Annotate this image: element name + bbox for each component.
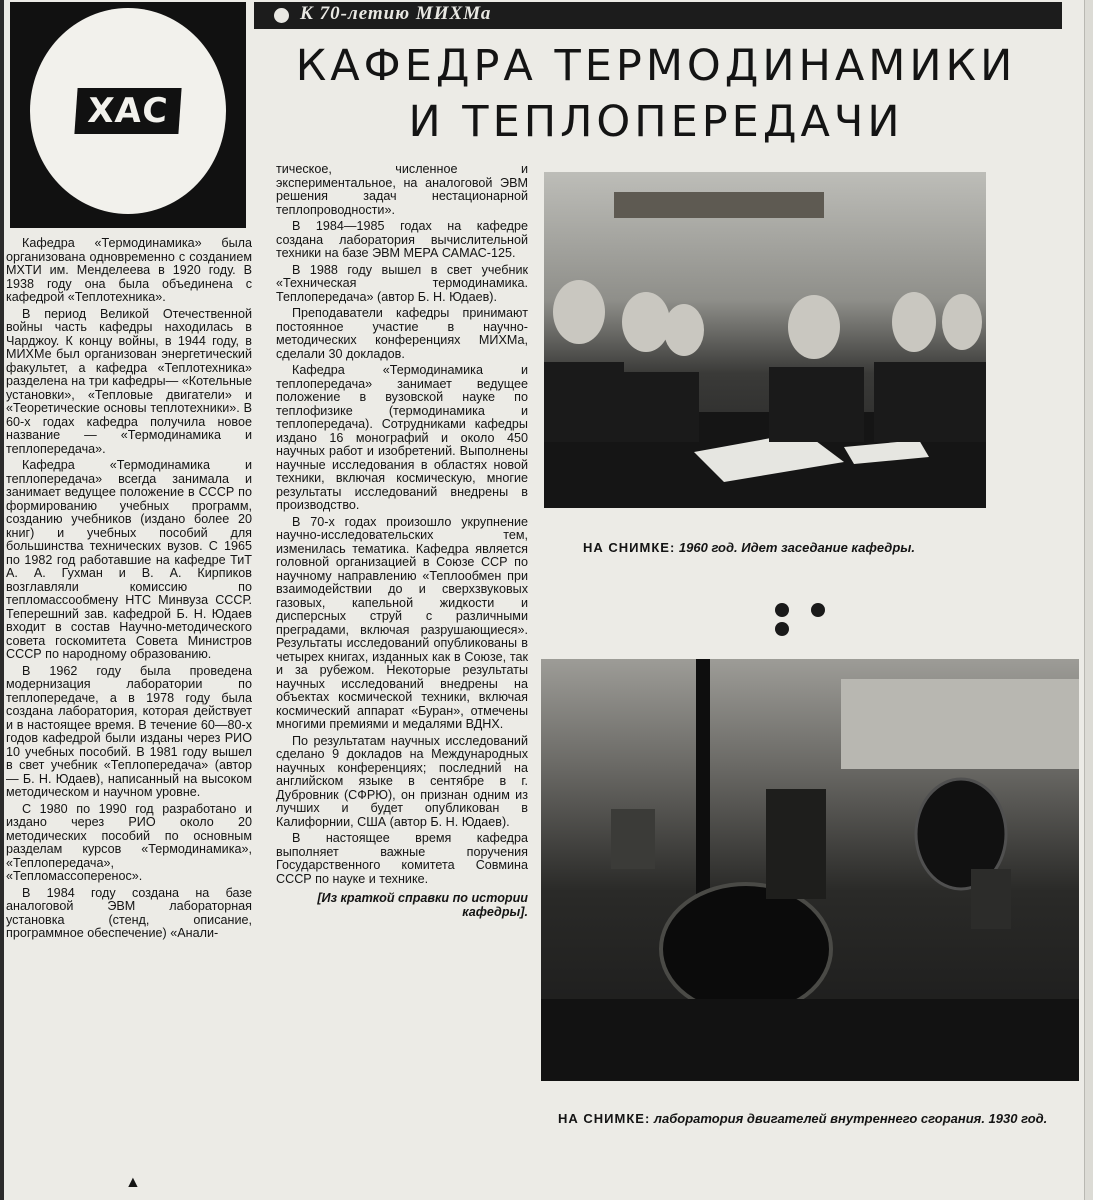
dot-icon [811, 603, 825, 617]
photo-floor [541, 999, 1079, 1081]
paragraph: В 70-х годах произошло укрупнение научно-исследовательских тем, изменилась тематика. Кафедра является головной организацией в Союзе ССР по научному направлению «Теплообмен при взаимодействии до и сверхзвуковых газовых, капельной жидкости и дисперсных струй с различными преградами, включая разрушающиеся». Результаты исследований опубликованы в четырех книгах, изданных как в Союзе, так и за рубежом. Некоторые результаты научных исследований внедрены на объектах космической техники, включая космический аппарат «Буран», отмечены многими премиями и медалями ВДНХ. [276, 514, 528, 731]
photo-caption-1 [583, 540, 1053, 555]
paragraph: С 1980 по 1990 год разработано и издано через РИО около 20 методических пособий по основным разделам курсов «Термодинамика», «Теплопередача», «Тепломассоперенос». [6, 801, 252, 883]
left-edge [0, 0, 4, 1200]
photo-laboratory-illustration [541, 659, 1079, 1081]
caption-text: лаборатория двигателей внутреннего сгорания. 1930 год. [653, 1111, 1048, 1126]
dot-icon [775, 603, 789, 617]
paragraph: По результатам научных исследований сделано 9 докладов на Международных научных конференциях; последний на английском языке в сентябре в г. Дубровник (СФРЮ), он признан одним из лучших и будет опубликован в Калифорнии, США (автор Б. Н. Юдаев). [276, 733, 528, 829]
rubric-bar [254, 2, 1062, 29]
headline-line-2: И ТЕПЛОПЕРЕДАЧИ [408, 97, 904, 147]
paragraph: тическое, численное и экспериментальное, на аналоговой ЭВМ решения задач нестационарной теплопроводности». [276, 162, 528, 217]
logo-circle [30, 8, 226, 214]
rubric-bullet-icon [274, 8, 289, 23]
paragraph: Кафедра «Термодинамика и теплопередача» занимает ведущее положение в вузовской науке по теплофизике (термодинамика и теплопередача). Сотрудниками кафедры издано 16 монографий и около 450 научных работ и изобретений. Выполнены научные исследования в областях новой техники, включая космическую, многие результаты исследований внедрены в производство. [276, 363, 528, 512]
paragraph: Кафедра «Термодинамика и теплопередача» всегда занимала и занимает ведущее положение в СССР по формированию учебных программ, созданию учебников (издано более 20 книг) и учебных пособий для большинства технических вузов. С 1965 по 1982 год работавшие на кафедре ТиТ А. А. Гухман и В. А. Кирпиков возглавляли комиссию по тепломассообмену НТС Минвуза СССР. Теперешний зав. кафедрой Б. Н. Юдаев входит в состав Научно-методического совета госкомитета Совета Министров СССР по народному образованию. [6, 458, 252, 661]
photo-meeting-illustration [544, 172, 986, 508]
caption-text: 1960 год. Идет заседание кафедры. [678, 540, 915, 555]
photo-stand [971, 869, 1011, 929]
photo-caption-2 [558, 1110, 1078, 1127]
logo [10, 2, 246, 228]
article-column-1 [6, 237, 252, 944]
paragraph: Преподаватели кафедры принимают постоянное участие в научно-методических конференциях МИХМа, сделали 30 докладов. [276, 306, 528, 361]
article-column-2 [276, 163, 528, 922]
paragraph: В 1984 году создана на базе аналоговой ЭВМ лабораторная установка (стенд, описание, программное обеспечение) «Анали- [6, 885, 252, 940]
photo-faces [553, 280, 982, 359]
section-separator-dots [775, 603, 865, 619]
photo-heater-pipe [614, 192, 824, 218]
caption-lead: НА СНИМКЕ: [558, 1111, 651, 1126]
headline [256, 38, 1056, 150]
photo-panel [611, 809, 655, 869]
logo-text: ХАС [86, 91, 170, 131]
dot-icon [775, 622, 789, 636]
photo-flywheel [661, 884, 831, 1014]
paragraph: В 1988 году вышел в свет учебник «Техническая термодинамика. Теплопередача» (автор Б. Н. Юдаев). [276, 262, 528, 304]
photo-laboratory-1930 [541, 659, 1079, 1081]
right-edge [1084, 0, 1093, 1200]
headline-line-1: КАФЕДРА ТЕРМОДИНАМИКИ [295, 41, 1017, 91]
paragraph: В 1962 году была проведена модернизация лаборатории по теплопередаче, а в 1978 году была создана лаборатория, которая действует и в настоящее время. В течение 60—80-х годов кафедрой были изданы через РИО 10 учебных пособий. В 1981 году вышел в свет учебник «Теплопередача» (автор — Б. Н. Юдаев), написанный на высоком методическом и научном уровне. [6, 663, 252, 799]
paragraph: Кафедра «Термодинамика» была организована одновременно с созданием МХТИ им. Менделеева в 1920 году. В 1938 году она была объединена с кафедрой «Теплотехника». [6, 236, 252, 304]
paragraph: В период Великой Отечественной войны часть кафедры находилась в Чарджоу. К концу войны, в 1944 году, в МИХМе был организован энергетический факультет, а кафедра «Теплотехника» разделена на три кафедры— «Котельные установки», «Тепловые двигатели» и «Теоретические основы теплотехники». В 60-х годах кафедра получила новое название — «Термодинамика и теплопередача». [6, 306, 252, 456]
source-note: [Из краткой справки по истории кафедры]. [317, 891, 528, 919]
paragraph: В 1984—1985 годах на кафедре создана лаборатория вычислительной техники на базе ЭВМ МЕРА САМАС-125. [276, 219, 528, 260]
photo-back-wall [841, 679, 1079, 769]
footer-mark: ▲ [125, 1174, 141, 1191]
caption-lead: НА СНИМКЕ: [583, 540, 676, 555]
photo-meeting-1960 [544, 172, 986, 508]
rubric-text: К 70-летию МИХМа [300, 3, 492, 24]
paragraph: В настоящее время кафедра выполняет важные поручения Государственного комитета Совмина СССР по науке и технике. [276, 831, 528, 886]
logo-plate [74, 88, 181, 134]
photo-engine [766, 789, 826, 899]
